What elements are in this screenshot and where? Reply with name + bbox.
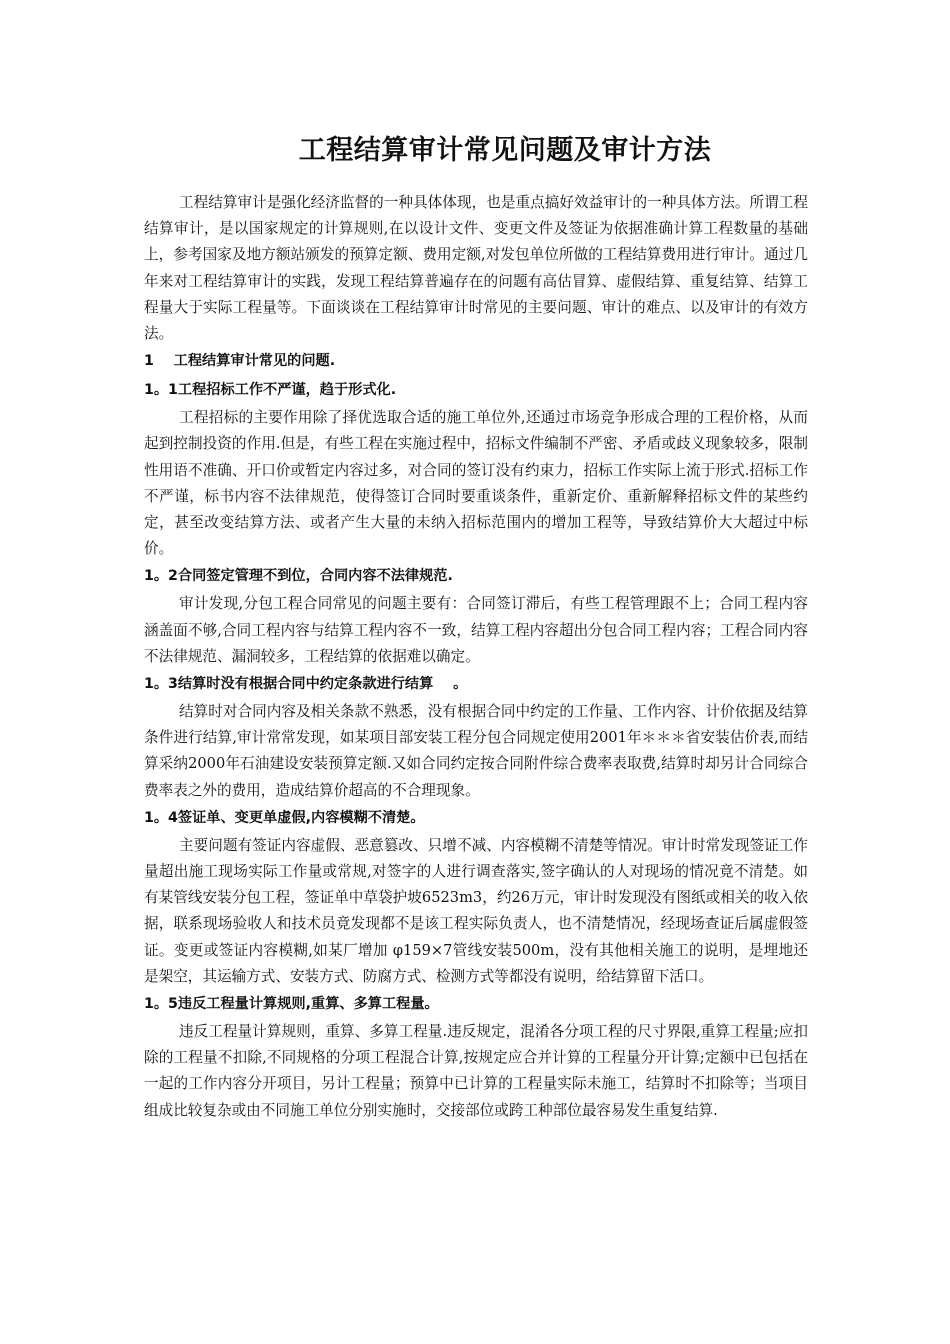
- subsection-paragraph-1-1: 工程招标的主要作用除了择优选取合适的施工单位外,还通过市场竞争形成合理的工程价格，从而起到控制投资的作用.但是，有些工程在实施过程中，招标文件编制不严密、矛盾或歧义现象较多，限制性用语不准确、开口价或暂定内容过多，对合同的签订没有约束力，招标工作实际上流于形式.招标工作不严谨，标书内容不法律规范，使得签订合同时要重谈条件，重新定价、重新解释招标文件的某些约定，甚至改变结算方法、或者产生大量的未纳入招标范围内的增加工程等，导致结算价大大超过中标价。: [144, 409, 808, 558]
- intro-paragraph: 工程结算审计是强化经济监督的一种具体体现，也是重点搞好效益审计的一种具体方法。所谓工程结算审计，是以国家规定的计算规则,在以设计文件、变更文件及签证为依据准确计算工程数量的基础上，参考国家及地方额站颁发的预算定额、费用定额,对发包单位所做的工程结算费用进行审计。通过几年来对工程结算审计的实践，发现工程结算普遍存在的问题有高估冒算、虚假结算、重复结算、结算工程量大于实际工程量等。下面谈谈在工程结算审计时常见的主要问题、审计的难点、以及审计的有效方法。: [144, 194, 808, 343]
- document-title: 工程结算审计常见问题及审计方法: [298, 135, 712, 166]
- subsection-heading-1-3: 1。3结算时没有根据合同中约定条款进行结算 。: [144, 676, 468, 693]
- subsection-heading-1-2: 1。2合同签定管理不到位，合同内容不法律规范.: [144, 568, 453, 585]
- section-heading-1: 1 工程结算审计常见的问题.: [144, 353, 336, 370]
- subsection-heading-1-4: 1。4签证单、变更单虚假,内容模糊不清楚。: [144, 809, 425, 826]
- subsection-paragraph-1-5: 违反工程量计算规则，重算、多算工程量.违反规定，混淆各分项工程的尺寸界限,重算工程量;应扣除的工程量不扣除,不同规格的分项工程混合计算,按规定应合并计算的工程量分开计算;定额中已包括在一起的工作内容分开项目，另计工程量；预算中已计算的工程量实际未施工，结算时不扣除等；当项目组成比较复杂或由不同施工单位分别实施时，交接部位或跨工种部位最容易发生重复结算.: [144, 1023, 808, 1119]
- subsection-heading-1-1: 1。1工程招标工作不严谨，趋于形式化.: [144, 382, 397, 399]
- subsection-paragraph-1-4: 主要问题有签证内容虚假、恶意篡改、只增不减、内容模糊不清楚等情况。审计时常发现签证工作量超出施工现场实际工作量或常规,对签字的人进行调查落实,签字确认的人对现场的情况竟不清楚。如有某管线安装分包工程，签证单中草袋护坡6523m3，约26万元，审计时发现没有图纸或相关的收入依据，联系现场验收人和技术员竟发现都不是该工程实际负责人，也不清楚情况，经现场查证后属虚假签证。变更或签证内容模糊,如某厂增加 φ159×7管线安装500m，没有其他相关施工的说明，是埋地还是架空，其运输方式、安装方式、防腐方式、检测方式等都没有说明，给结算留下活口。: [144, 836, 808, 985]
- document-body: [144, 190, 808, 1124]
- subsection-heading-1-5: 1。5违反工程量计算规则,重算、多算工程量。: [144, 996, 439, 1013]
- subsection-paragraph-1-2: 审计发现,分包工程合同常见的问题主要有：合同签订滞后，有些工程管理跟不上；合同工程内容涵盖面不够,合同工程内容与结算工程内容不一致，结算工程内容超出分包合同工程内容；工程合同内容不法律规范、漏洞较多，工程结算的依据难以确定。: [144, 595, 808, 665]
- subsection-paragraph-1-3: 结算时对合同内容及相关条款不熟悉，没有根据合同中约定的工作量、工作内容、计价依据及结算条件进行结算,审计常常发现，如某项目部安装工程分包合同规定使用2001年＊＊＊省安装估价表,而结算采纳2000年石油建设安装预算定额.又如合同约定按合同附件综合费率表取费,结算时却另计合同综合费率表之外的费用，造成结算价超高的不合理现象。: [144, 703, 808, 799]
